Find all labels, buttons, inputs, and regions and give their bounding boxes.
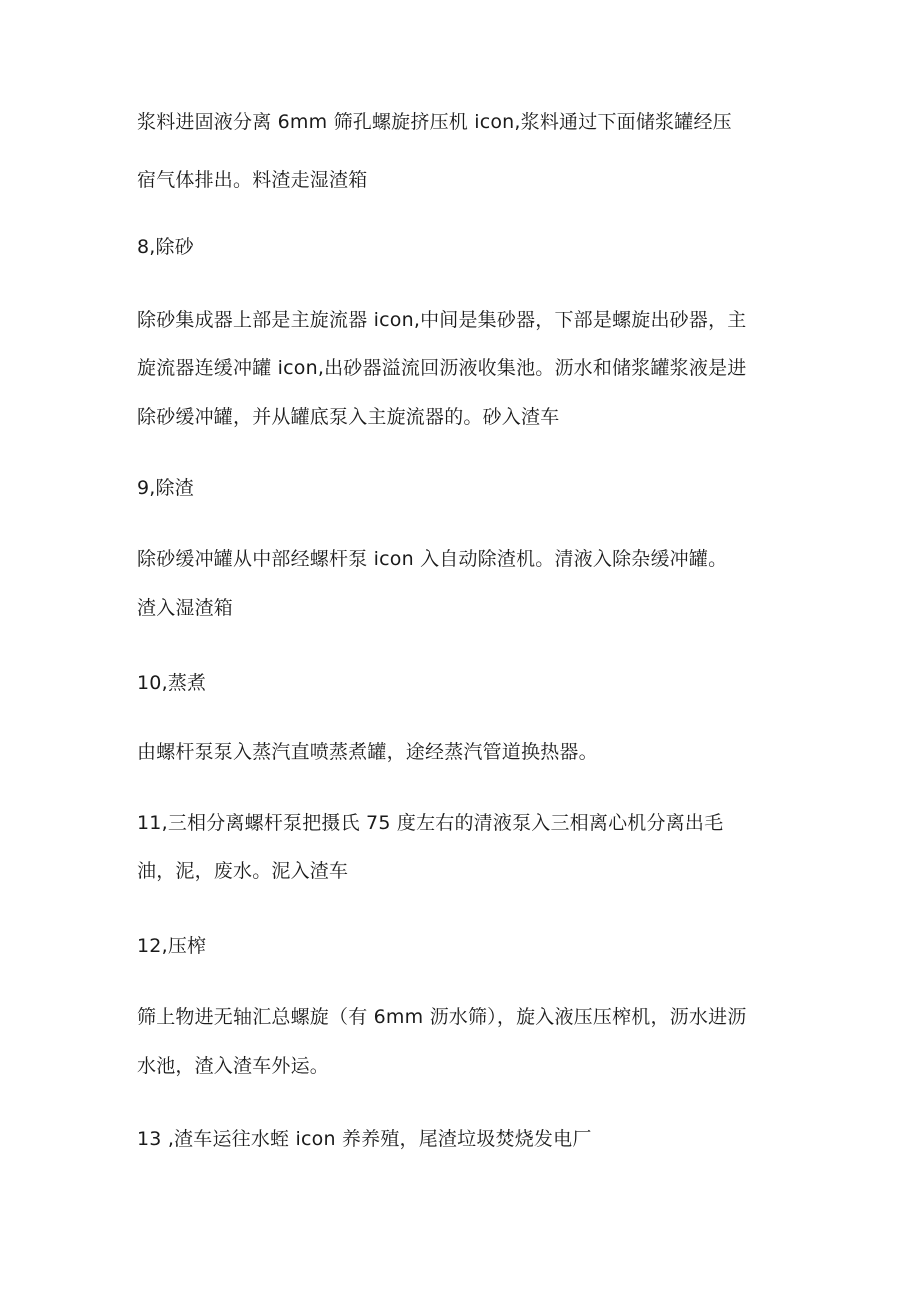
paragraph-line: 除砂缓冲罐，并从罐底泵入主旋流器的。砂入渣车 xyxy=(137,406,560,428)
paragraph-line: 浆料进固液分离 6mm 筛孔螺旋挤压机 icon,浆料通过下面储浆罐经压 xyxy=(137,111,732,133)
paragraph-line: 筛上物进无轴汇总螺旋（有 6mm 沥水筛），旋入液压压榨机，沥水进沥 xyxy=(137,1006,747,1028)
paragraph-line: 除砂集成器上部是主旋流器 icon,中间是集砂器，下部是螺旋出砂器，主 xyxy=(137,309,747,331)
paragraph-line: 水池，渣入渣车外运。 xyxy=(137,1055,330,1077)
section-heading: 9,除渣 xyxy=(137,477,194,499)
paragraph-line: 旋流器连缓冲罐 icon,出砂器溢流回沥液收集池。沥水和储浆罐浆液是进 xyxy=(137,357,747,379)
paragraph-line: 由螺杆泵泵入蒸汽直喷蒸煮罐，途经蒸汽管道换热器。 xyxy=(137,741,598,763)
paragraph-line: 13 ,渣车运往水蛭 icon 养养殖，尾渣垃圾焚烧发电厂 xyxy=(137,1128,592,1150)
paragraph-line: 油，泥，废水。泥入渣车 xyxy=(137,860,349,882)
section-heading: 10,蒸煮 xyxy=(137,672,207,694)
paragraph-line: 宿气体排出。料渣走湿渣箱 xyxy=(137,169,368,191)
section-heading: 12,压榨 xyxy=(137,935,207,957)
paragraph-line: 渣入湿渣箱 xyxy=(137,597,234,619)
paragraph-line: 除砂缓冲罐从中部经螺杆泵 icon 入自动除渣机。清液入除杂缓冲罐。 xyxy=(137,548,728,570)
section-heading: 8,除砂 xyxy=(137,236,194,258)
paragraph-line: 11,三相分离螺杆泵把摄氏 75 度左右的清液泵入三相离心机分离出毛 xyxy=(137,812,724,834)
